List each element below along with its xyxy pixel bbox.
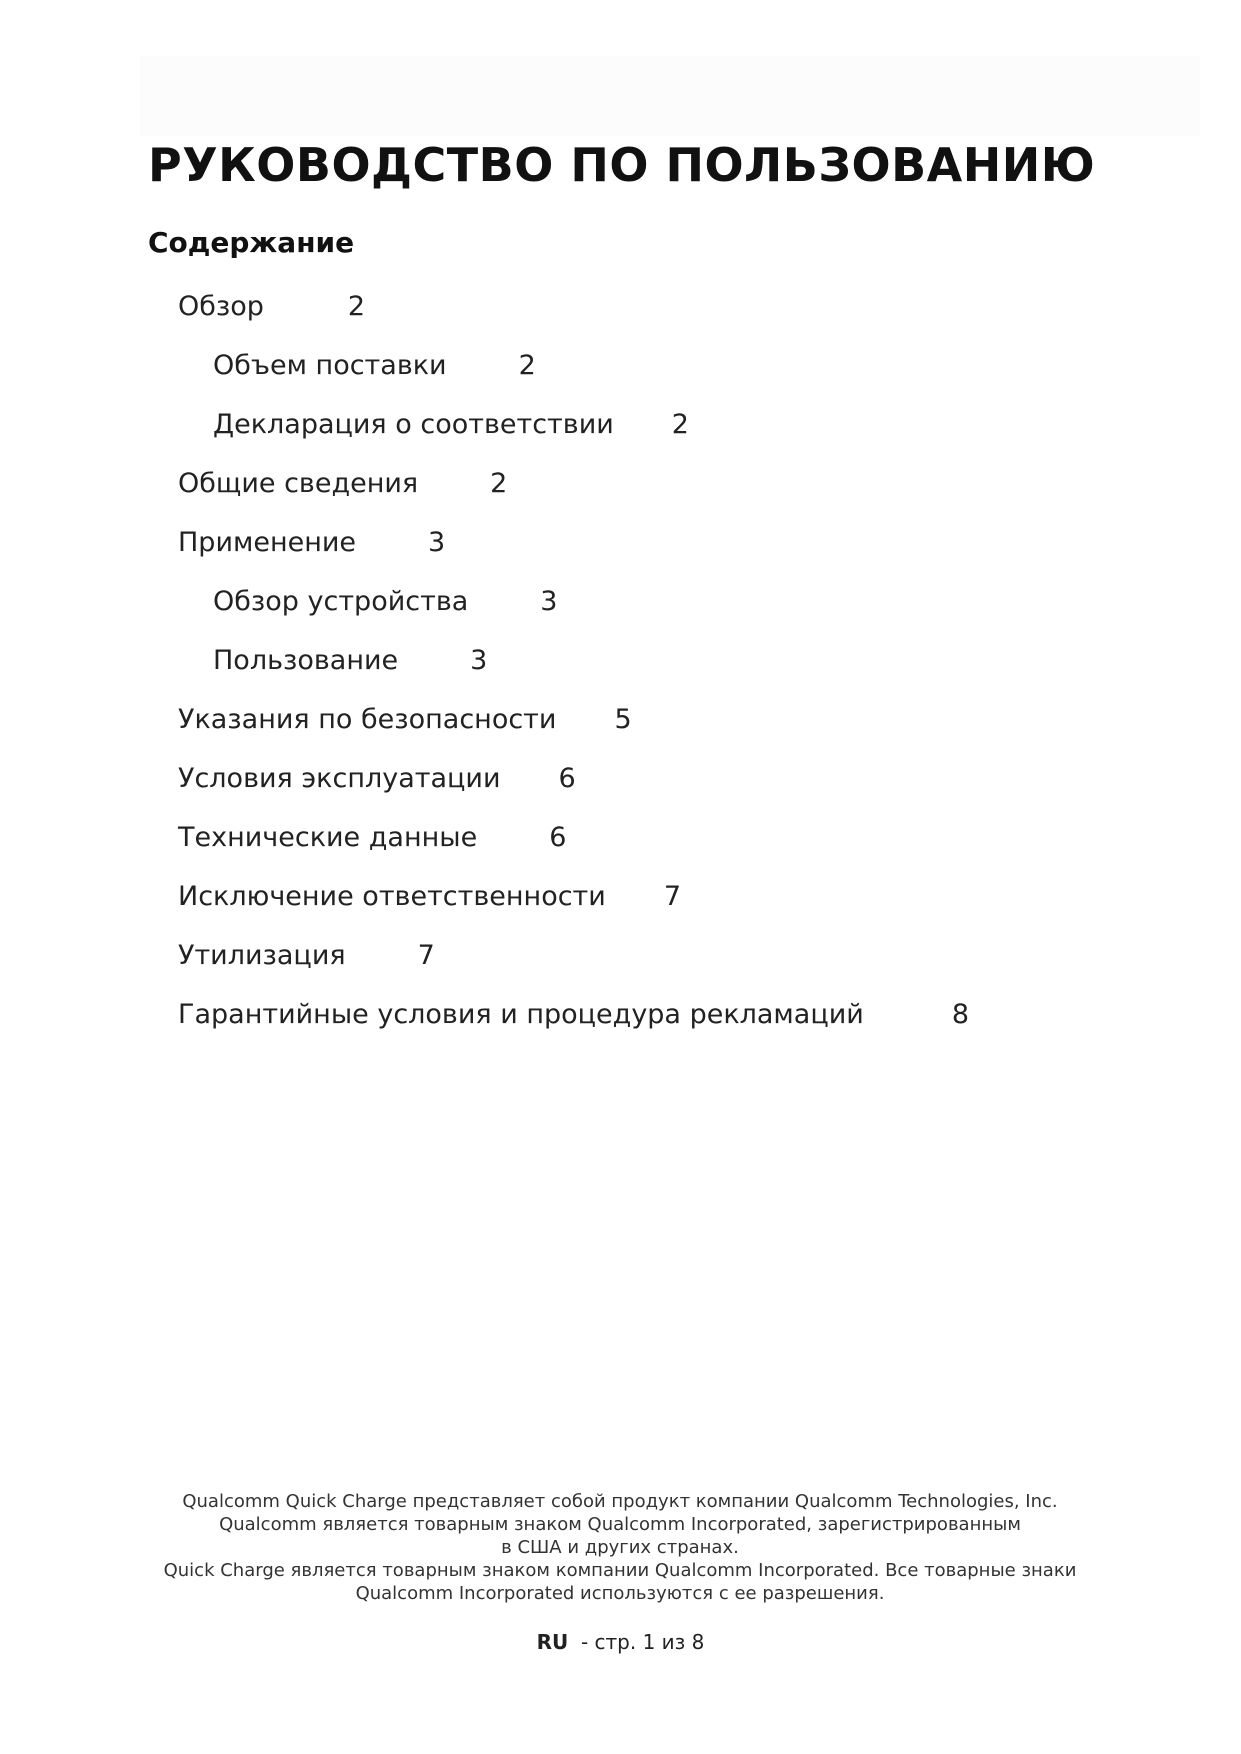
trademark-line: Qualcomm является товарным знаком Qualcomm Incorporated, зарегистрированным <box>219 1514 1021 1535</box>
toc-entry-page: 7 <box>417 940 435 971</box>
toc-entry-label: Утилизация <box>178 940 346 971</box>
page-label: - стр. 1 из 8 <box>580 1630 705 1654</box>
toc-entry-scope-of-delivery[interactable] <box>213 349 536 383</box>
toc-entry-page: 8 <box>951 999 969 1030</box>
toc-entry-disclaimer[interactable] <box>178 880 681 914</box>
toc-entry-disposal[interactable] <box>178 939 435 973</box>
toc-entry-page: 6 <box>558 763 576 794</box>
toc-entry-label: Обзор устройства <box>213 586 469 617</box>
toc-entry-label: Технические данные <box>178 822 478 853</box>
toc-entry-label: Декларация о соответствии <box>213 409 614 440</box>
toc-entry-general-info[interactable] <box>178 467 507 501</box>
toc-entry-device-overview[interactable] <box>213 585 557 619</box>
toc-entry-label: Указания по безопасности <box>178 704 557 735</box>
toc-entry-page: 2 <box>347 291 366 322</box>
toc-entry-label: Обзор <box>178 291 264 322</box>
toc-entry-operation[interactable] <box>213 644 487 678</box>
page-title: РУКОВОДСТВО ПО ПОЛЬЗОВАНИЮ <box>148 138 1096 192</box>
toc-entry-page: 7 <box>663 881 682 912</box>
trademark-line: в США и других странах. <box>501 1537 739 1558</box>
toc-entry-page: 6 <box>549 822 567 853</box>
header-band <box>140 56 1200 136</box>
toc-entry-technical-data[interactable] <box>178 821 566 855</box>
toc-entry-page: 3 <box>540 586 558 617</box>
toc-entry-page: 2 <box>518 350 536 381</box>
trademark-line: Qualcomm Quick Charge представляет собой продукт компании Qualcomm Technologies, Inc. <box>182 1491 1058 1512</box>
trademark-notice <box>120 1490 1120 1605</box>
toc-entry-page: 3 <box>470 645 488 676</box>
toc-heading: Содержание <box>148 226 355 259</box>
toc-entry-operating-conditions[interactable] <box>178 762 576 796</box>
toc-entry-label: Объем поставки <box>213 350 447 381</box>
toc-entry-usage[interactable] <box>178 526 445 560</box>
toc-entry-page: 5 <box>614 704 632 735</box>
toc-entry-overview[interactable] <box>178 290 365 324</box>
toc-entry-label: Условия эксплуатации <box>178 763 501 794</box>
toc-entry-declaration-of-conformity[interactable] <box>213 408 689 442</box>
trademark-line: Qualcomm Incorporated используются с ее разрешения. <box>355 1583 885 1604</box>
page-number <box>0 1630 1241 1654</box>
toc-entry-warranty[interactable] <box>178 998 969 1032</box>
toc-entry-label: Исключение ответственности <box>178 881 606 912</box>
toc-entry-label: Гарантийные условия и процедура рекламаций <box>178 999 864 1030</box>
toc-entry-page: 2 <box>671 409 689 440</box>
language-code: RU <box>536 1630 569 1654</box>
toc-entry-page: 3 <box>428 527 446 558</box>
trademark-line: Quick Charge является товарным знаком компании Qualcomm Incorporated. Все товарные знаки <box>163 1560 1077 1581</box>
toc-entry-safety-notes[interactable] <box>178 703 632 737</box>
toc-entry-label: Общие сведения <box>178 468 419 499</box>
toc-entry-page: 2 <box>490 468 508 499</box>
toc-entry-label: Применение <box>178 527 357 558</box>
toc-entry-label: Пользование <box>213 645 399 676</box>
